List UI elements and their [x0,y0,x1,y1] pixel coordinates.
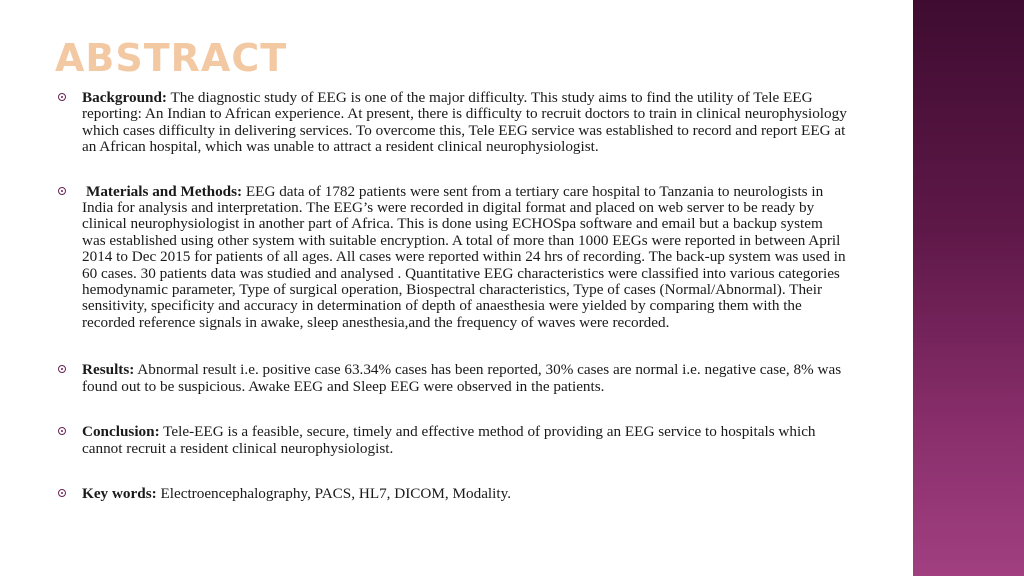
side-decorative-band [913,0,1024,576]
circle-bullet-icon [58,93,66,101]
abstract-item-materials-methods [58,184,848,332]
item-label: Background: [82,89,167,106]
circle-bullet-icon [58,427,66,435]
item-label: Conclusion: [82,423,160,441]
item-text: Abnormal result i.e. positive case 63.34% cases has been reported, 30% cases are normal i.e. negative case, 8% was found out to be suspicious. Awake EEG and Sleep EEG were observed in the patients. [82,361,842,395]
abstract-item-background [58,90,848,156]
slide-title: ABSTRACT [55,36,288,80]
circle-bullet-icon [58,489,66,497]
abstract-item-results [58,362,848,395]
item-text: The diagnostic study of EEG is one of the major difficulty. This study aims to find the utility of Tele EEG reporting: An Indian to African experience. At present, there is difficulty to recruit doctors to train in clinical neurophysiology which cases difficulty in delivering services. To overcome this, Tele EEG service was established to record and report EEG at an African hospital, which was unable to attract a resident clinical neurophysiologist. [82,89,847,156]
item-text: EEG data of 1782 patients were sent from a tertiary care hospital to Tanzania to neurologists in India for analysis and interpretation. The EEG’s were recorded in digital format and placed on web server to be ready by clinical neurophysiologist in another part of Africa. This is done using ECHOSpa software and email but a backup system was established using other system with suitable encryption. A total of more than 1000 EEGs were reported in between April 2014 to Dec 2015 for patients of all ages. All cases were reported within 24 hrs of recording. The back-up system was used in 60 cases. 30 patients data was studied and analysed . Quantitative EEG characteristics were classified into various categories hemodynamic parameter, Type of surgical operation, Biospectral characteristics, Type of cases (Normal/Abnormal). Their sensitivity, specificity and accuracy in determination of depth of anaesthesia were yielded by comparing them with the recorded reference signals in awake, sleep anesthesia,and the frequency of waves were recorded. [82,182,846,331]
abstract-item-conclusion [58,424,848,457]
item-text: Tele-EEG is a feasible, secure, timely and effective method of providing an EEG service to hospitals which cannot recruit a resident clinical neurophysiologist. [82,423,816,457]
circle-bullet-icon [58,187,66,195]
item-label: Materials and Methods: [86,182,243,200]
abstract-item-key-words [58,486,848,502]
item-text: Electroencephalography, PACS, HL7, DICOM, Modality. [156,484,511,502]
abstract-content [58,90,848,502]
circle-bullet-icon [58,365,66,373]
item-label: Results: [82,361,135,379]
item-label: Key words: [82,484,157,502]
